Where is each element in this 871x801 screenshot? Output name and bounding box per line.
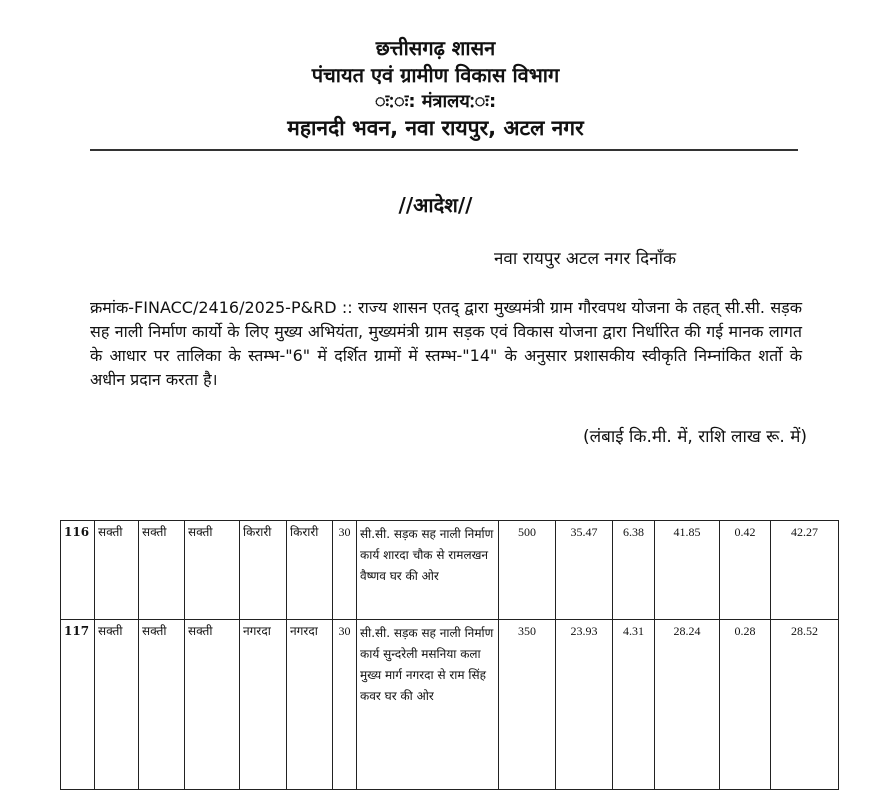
- cell-sno: 117: [61, 620, 95, 790]
- cell-village: किरारी: [287, 521, 333, 620]
- cell-c14: 28.52: [771, 620, 839, 790]
- cell-c12: 41.85: [655, 521, 720, 620]
- cell-c10: 35.47: [556, 521, 613, 620]
- header-ministry: ः:ः: मंत्रालय:ः:: [374, 91, 497, 112]
- units-note: (लंबाई कि.मी. में, राशि लाख रू. में): [582, 427, 807, 447]
- cell-village: नगरदा: [287, 620, 333, 790]
- cell-c10: 23.93: [556, 620, 613, 790]
- cell-c12: 28.24: [655, 620, 720, 790]
- cell-col7: 30: [333, 521, 357, 620]
- sanction-table: [60, 520, 839, 790]
- cell-length: 350: [499, 620, 556, 790]
- cell-sno: 116: [61, 521, 95, 620]
- cell-col7: 30: [333, 620, 357, 790]
- cell-assembly: सक्ती: [185, 620, 240, 790]
- cell-work: सी.सी. सड़क सह नाली निर्माण कार्य सुन्दरेली मसनिया कला मुख्य मार्ग नगरदा से राम सिंह कवर घर की ओर: [357, 620, 499, 790]
- cell-c13: 0.28: [720, 620, 771, 790]
- cell-panchayat: नगरदा: [240, 620, 287, 790]
- order-body: क्रमांक-FINACC/2416/2025-P&RD :: राज्य शासन एतद् द्वारा मुख्यमंत्री ग्राम गौरवपथ योजना के तहत् सी.सी. सड़क सह नाली निर्माण कार्यो के लिए मुख्य अभियंता, मुख्यमंत्री ग्राम सड़क एवं विकास योजना द्वारा निर्धारित की गई मानक लागत के आधार पर तालिका के स्तम्भ-"6" में दर्शित ग्रामों में स्तम्भ-"14" के अनुसार प्रशासकीय स्वीकृति निम्नांकित शर्तो के अधीन प्रदान करता है।: [90, 298, 802, 389]
- cell-length: 500: [499, 521, 556, 620]
- cell-c14: 42.27: [771, 521, 839, 620]
- header-address: महानदी भवन, नवा रायपुर, अटल नगर: [287, 116, 584, 140]
- table-row: [61, 521, 839, 620]
- cell-district: सक्ती: [95, 620, 139, 790]
- cell-block: सक्ती: [139, 620, 185, 790]
- order-title: //आदेश//: [398, 193, 473, 217]
- header-divider: [90, 149, 798, 151]
- cell-assembly: सक्ती: [185, 521, 240, 620]
- cell-panchayat: किरारी: [240, 521, 287, 620]
- cell-district: सक्ती: [95, 521, 139, 620]
- cell-block: सक्ती: [139, 521, 185, 620]
- cell-c13: 0.42: [720, 521, 771, 620]
- cell-c11: 4.31: [613, 620, 655, 790]
- order-place-date: नवा रायपुर अटल नगर दिनाँक: [494, 249, 677, 269]
- cell-c11: 6.38: [613, 521, 655, 620]
- table-row: [61, 620, 839, 790]
- header-department: पंचायत एवं ग्रामीण विकास विभाग: [311, 63, 560, 87]
- header-government: छत्तीसगढ़ शासन: [375, 36, 496, 60]
- cell-work: सी.सी. सड़क सह नाली निर्माण कार्य शारदा चौक से रामलखन वैष्णव घर की ओर: [357, 521, 499, 620]
